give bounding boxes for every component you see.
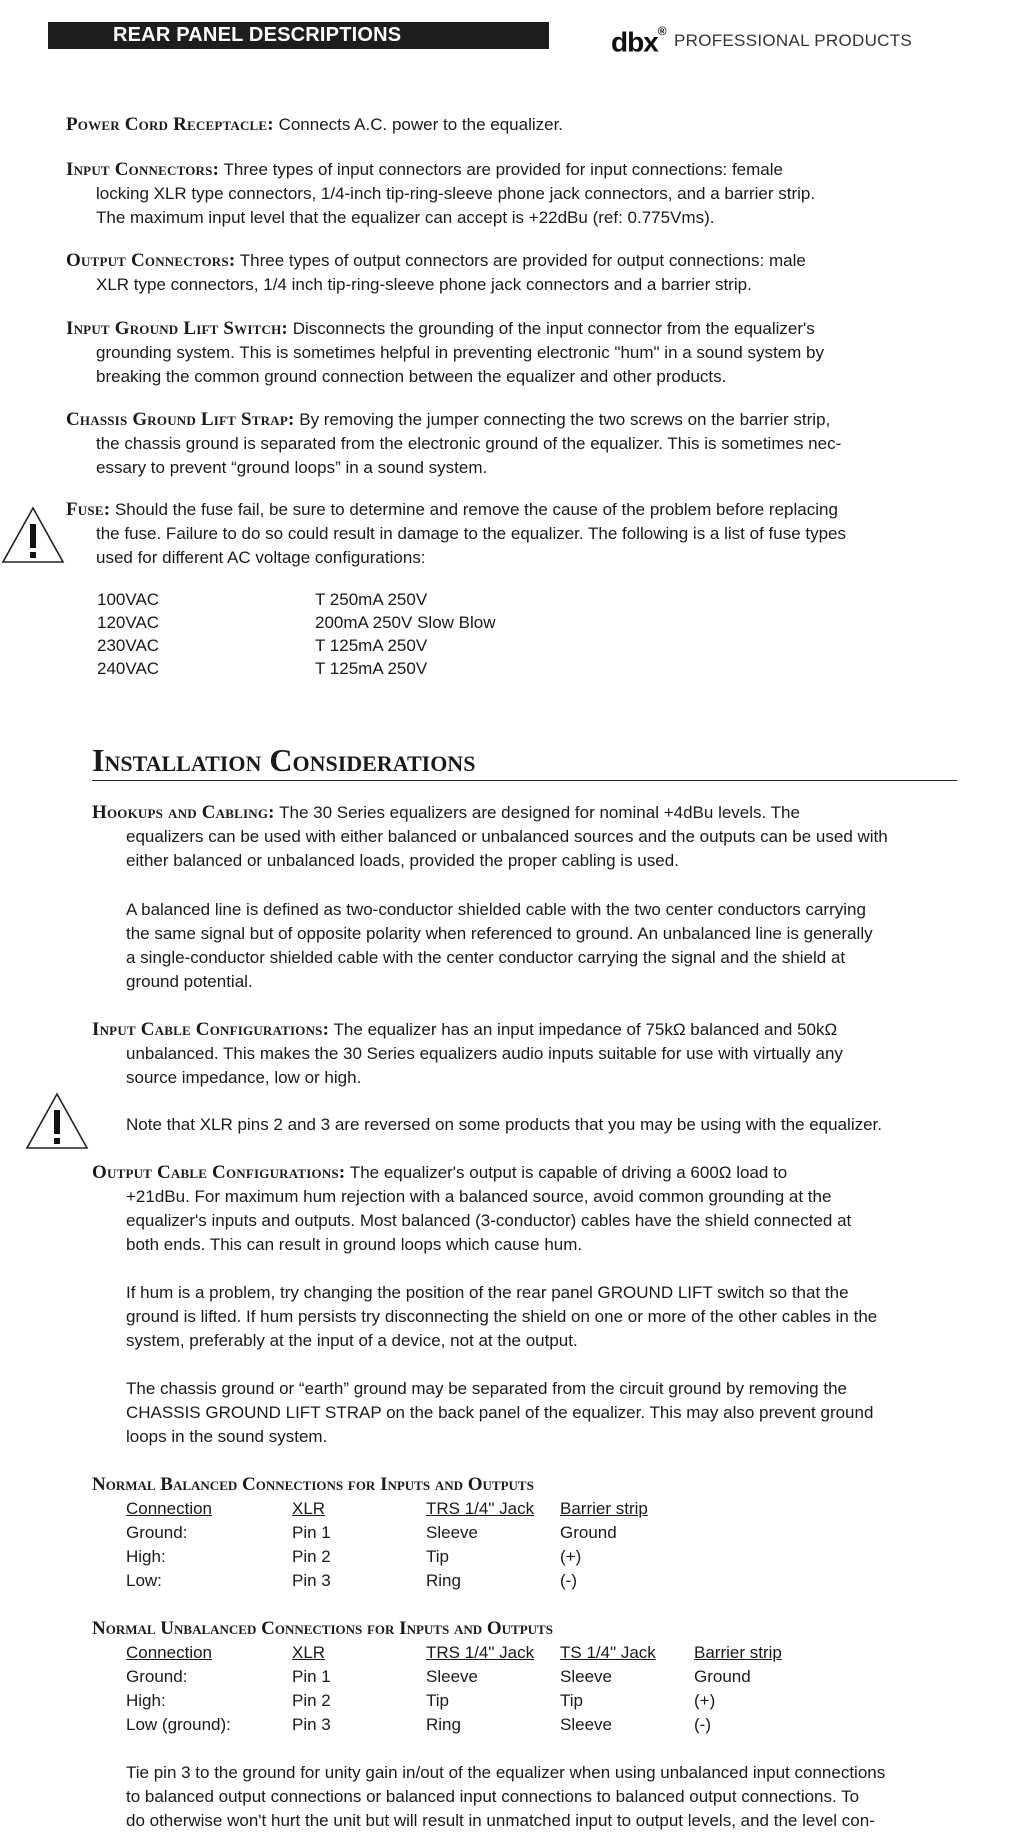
input-ground-lift-description: Input Ground Lift Switch: Disconnects the grounding of the input connector from the equalizer's grounding system. This is sometimes helpful in preventing electronic "hum" in a sound system by breaking the common ground connection between the equalizer and other products.: [66, 318, 824, 386]
balanced-line-paragraph: A balanced line is defined as two-conductor shielded cable with the two center conductors carrying the same signal but of opposite polarity when referenced to ground. An unbalanced line is generally a single-conductor shielded cable with the center conductor carrying the signal and the shield at ground potential.: [126, 900, 873, 991]
brand-logo: dbx®: [611, 24, 666, 58]
hookups-description: Hookups and Cabling: The 30 Series equalizers are designed for nominal +4dBu levels. The equalizers can be used with either balanced or unbalanced sources and the outputs can be used with either balanced or unbalanced loads, provided the proper cabling is used.: [92, 802, 888, 870]
unbalanced-connections-table: [126, 1641, 782, 1737]
hum-paragraph: If hum is a problem, try changing the position of the rear panel GROUND LIFT switch so that the ground is lifted. If hum persists try disconnecting the shield on one or more of the other cables in the system, preferably at the input of a device, not at the output.: [126, 1283, 878, 1350]
table-header-row: Connection XLR TRS 1/4" Jack Barrier strip: [126, 1499, 648, 1518]
fuse-row: 120VAC 200mA 250V Slow Blow: [97, 613, 496, 632]
fuse-types-table: [97, 588, 496, 680]
unbalanced-table-title: Normal Unbalanced Connections for Inputs and Outputs: [92, 1618, 553, 1639]
table-header-row: Connection XLR TRS 1/4" Jack TS 1/4" Jack Barrier strip: [126, 1643, 782, 1662]
table-row: Low: Pin 3 Ring (-): [126, 1571, 577, 1590]
fuse-row: 230VAC T 125mA 250V: [97, 636, 428, 655]
chassis-ground-paragraph: The chassis ground or “earth” ground may be separated from the circuit ground by removing the CHASSIS GROUND LIFT STRAP on the back panel of the equalizer. This may also prevent ground loops in the sound system.: [126, 1379, 874, 1446]
chassis-ground-lift-description: Chassis Ground Lift Strap: By removing the jumper connecting the two screws on the barrier strip, the chassis ground is separated from the electronic ground of the equalizer. This is sometimes nec- essary to prevent “ground loops” in a sound system.: [66, 409, 842, 477]
balanced-connections-table: [126, 1497, 694, 1593]
balanced-table-title: Normal Balanced Connections for Inputs and Outputs: [92, 1474, 534, 1495]
output-cable-description: Output Cable Configurations: The equalizer's output is capable of driving a 600Ω load to +21dBu. For maximum hum rejection with a balanced source, avoid common grounding at the equalizer's inputs and outputs. Most balanced (3-conductor) cables have the shield connected at both ends. This can result in ground loops which cause hum.: [92, 1162, 852, 1254]
warning-icon: [24, 1091, 90, 1151]
input-cable-description: Input Cable Configurations: The equalizer has an input impedance of 75kΩ balanced and 50kΩ unbalanced. This makes the 30 Series equalizers audio inputs suitable for use with virtually any source impedance, low or high.: [92, 1019, 843, 1087]
brand-tagline: PROFESSIONAL PRODUCTS: [674, 31, 913, 50]
input-connectors-description: Input Connectors: Three types of input connectors are provided for input connections: female locking XLR type connectors, 1/4-inch tip-ring-sleeve phone jack connectors, and a barrier strip. The maximum input level that the equalizer can accept is +22dBu (ref: 0.775Vms).: [66, 159, 816, 227]
fuse-row: 240VAC T 125mA 250V: [97, 659, 428, 678]
power-cord-description: Power Cord Receptacle: Connects A.C. power to the equalizer.: [66, 114, 564, 135]
warning-icon: [0, 505, 66, 565]
table-row: High: Pin 2 Tip (+): [126, 1547, 582, 1566]
section-header-title: REAR PANEL DESCRIPTIONS: [113, 24, 402, 46]
xlr-pins-note: Note that XLR pins 2 and 3 are reversed on some products that you may be using with the equalizer.: [126, 1115, 882, 1134]
table-row: Ground: Pin 1 Sleeve Sleeve Ground: [126, 1667, 751, 1686]
table-row: Ground: Pin 1 Sleeve Ground: [126, 1523, 617, 1542]
fuse-description: Fuse: Should the fuse fail, be sure to determine and remove the cause of the problem before replacing the fuse. Failure to do so could result in damage to the equalizer. The following is a list of fuse types used for different AC voltage configurations:: [66, 499, 847, 567]
table-row: High: Pin 2 Tip Tip (+): [126, 1691, 716, 1710]
fuse-row: 100VAC T 250mA 250V: [97, 590, 428, 609]
table-row: Low (ground): Pin 3 Ring Sleeve (-): [126, 1715, 711, 1734]
section-header-bar: [48, 22, 549, 49]
tie-pin-note: Tie pin 3 to the ground for unity gain in/out of the equalizer when using unbalanced input connections to balanced output connections or balanced input connections to balanced output connections. To do otherwise won't hurt the unit but will result in unmatched input to output levels, and the level con-: [126, 1763, 886, 1830]
output-connectors-description: Output Connectors: Three types of output connectors are provided for output connections: male XLR type connectors, 1/4 inch tip-ring-sleeve phone jack connectors and a barrier strip.: [66, 250, 806, 294]
trademark-symbol: ®: [657, 24, 666, 38]
installation-section-title: Installation Considerations: [92, 742, 957, 781]
